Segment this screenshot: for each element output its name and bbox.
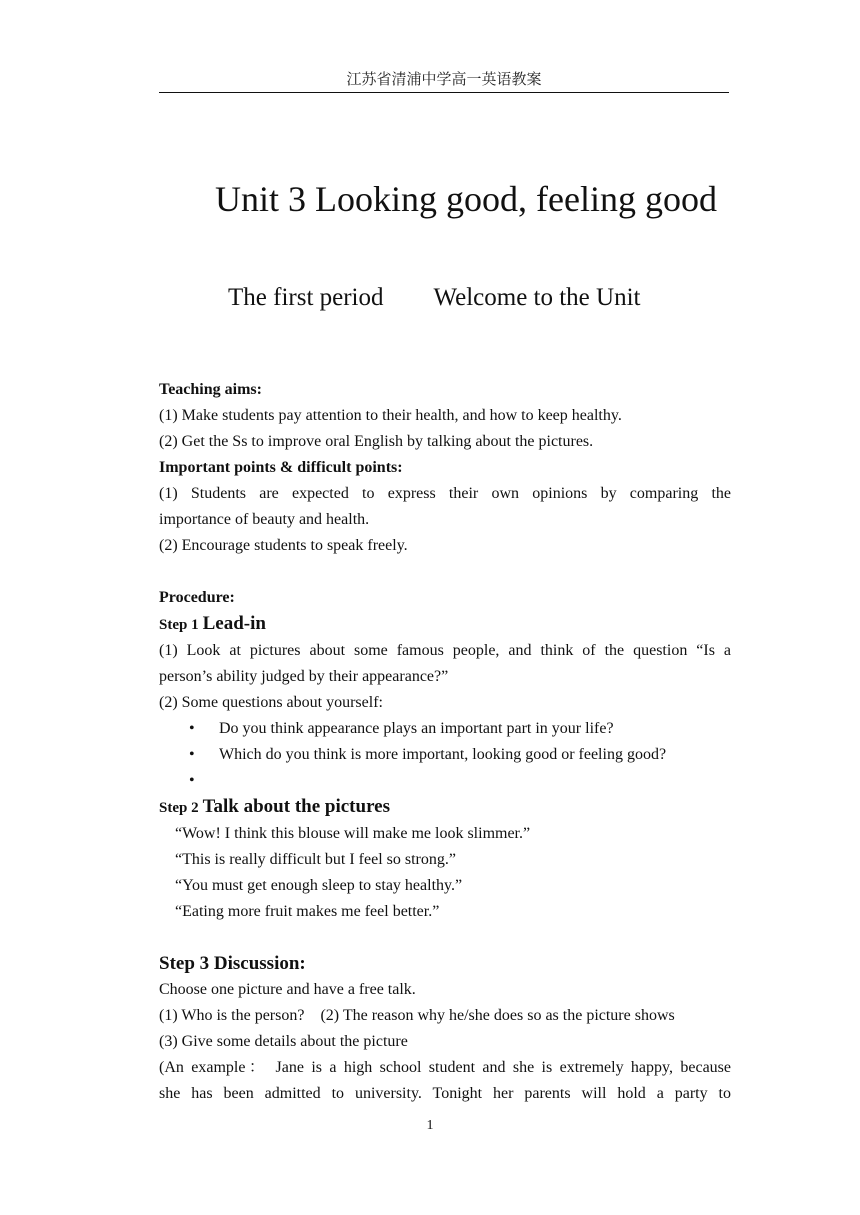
teaching-aim-1: (1) Make students pay attention to their health, and how to keep healthy. [159, 407, 622, 424]
topic-label: Welcome to the Unit [433, 284, 641, 311]
step-3-intro: Choose one picture and have a free talk. [159, 981, 416, 998]
document-title: Unit 3 Looking good, feeling good [215, 179, 717, 219]
bullet-text: Which do you think is more important, looking good or feeling good? [219, 746, 667, 763]
page-number: 1 [426, 1118, 434, 1133]
step-2-heading [159, 794, 731, 821]
teaching-aim-2: (2) Get the Ss to improve oral English by talking about the pictures. [159, 433, 594, 450]
document-body [159, 377, 731, 1107]
quote-line: “Eating more fruit makes me feel better.” [175, 903, 440, 920]
step-1-title: Lead-in [202, 613, 266, 634]
step-1-label: Step 1 [159, 617, 199, 633]
quote-line: “Wow! I think this blouse will make me look slimmer.” [175, 825, 531, 842]
step-3-example-line-1: (An example： Jane is a high school student and she is extremely happy, because [159, 1059, 731, 1076]
step-3-heading: Step 3 Discussion: [159, 953, 306, 974]
step-2-title: Talk about the pictures [202, 796, 390, 817]
bullet-icon: • [189, 746, 195, 763]
bullet-item-empty [159, 768, 731, 794]
procedure-heading: Procedure: [159, 589, 235, 606]
step-3-question-1: (1) Who is the person? [159, 1007, 305, 1024]
important-point-1-line-2: importance of beauty and health. [159, 511, 370, 528]
step-1-heading [159, 611, 731, 638]
important-point-1-line-1: (1) Students are expected to express their own opinions by comparing the [159, 485, 731, 502]
step-1-item-1-line-1: (1) Look at pictures about some famous people, and think of the question “Is a [159, 642, 731, 659]
teaching-aims-heading: Teaching aims: [159, 381, 262, 398]
step-3-questions [159, 1003, 731, 1029]
bullet-text: Do you think appearance plays an important part in your life? [219, 720, 614, 737]
document-subtitle [228, 284, 640, 312]
step-1-item-1-line-2: person’s ability judged by their appearance?” [159, 668, 449, 685]
step-3-question-2: (2) The reason why he/she does so as the picture shows [320, 1007, 675, 1024]
step-1-item-2: (2) Some questions about yourself: [159, 694, 383, 711]
important-point-2: (2) Encourage students to speak freely. [159, 537, 408, 554]
bullet-icon: • [189, 720, 195, 737]
bullet-icon: • [189, 772, 195, 789]
important-points-heading: Important points & difficult points: [159, 459, 403, 476]
period-label: The first period [228, 284, 384, 311]
quote-line: “This is really difficult but I feel so strong.” [175, 851, 456, 868]
step-3-example-line-2: she has been admitted to university. Tonight her parents will hold a party to [159, 1085, 731, 1102]
bullet-item [159, 742, 731, 768]
step-3-question-3: (3) Give some details about the picture [159, 1033, 408, 1050]
quote-line: “You must get enough sleep to stay healthy.” [175, 877, 463, 894]
page-header: 江苏省清浦中学高一英语教案 [159, 68, 729, 93]
step-2-label: Step 2 [159, 800, 199, 816]
bullet-item [159, 716, 731, 742]
